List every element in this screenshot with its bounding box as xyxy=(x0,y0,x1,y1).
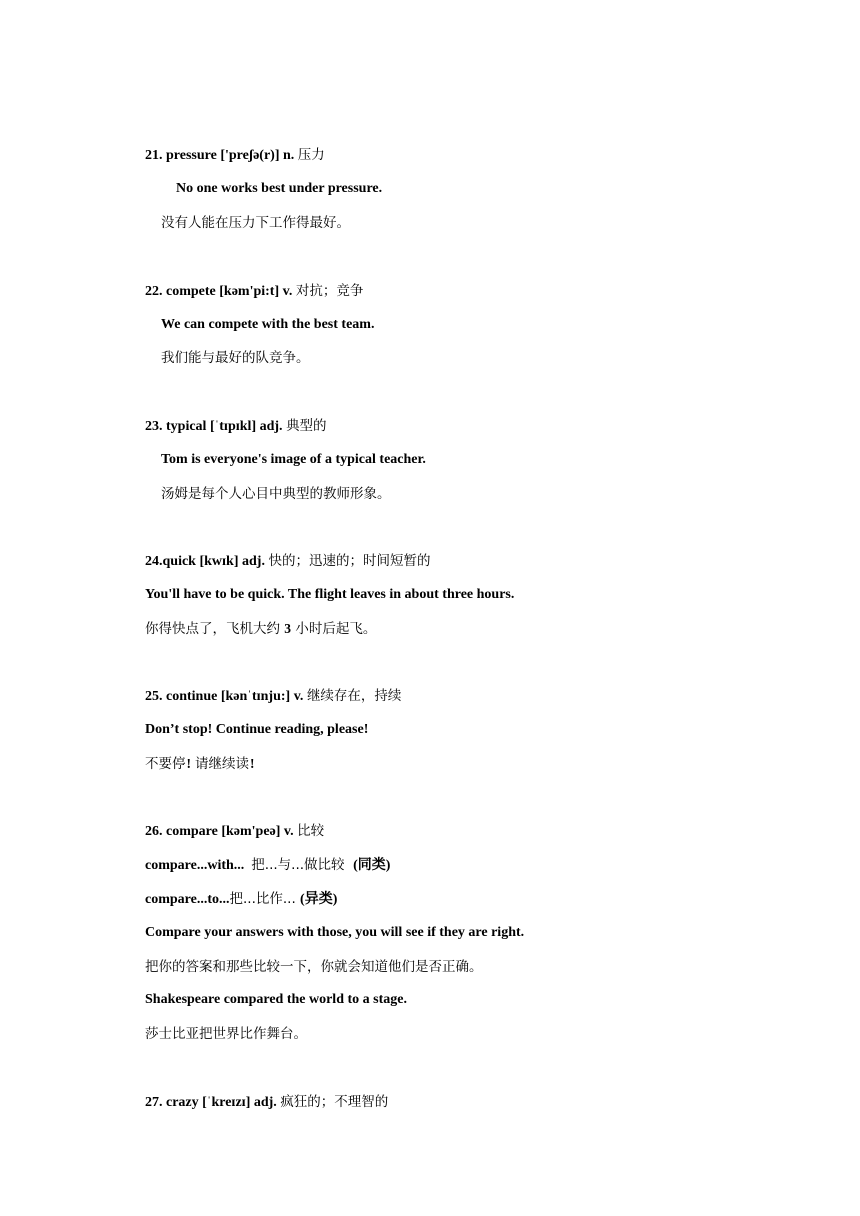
entry-24-headword xyxy=(145,552,430,571)
entry-23-example-en: Tom is everyone's image of a typical teacher. xyxy=(161,452,426,467)
headword-zh: 快的；迅速的；时间短暂的 xyxy=(268,553,431,569)
headword-en: 22. compete [kəm'pi:t] v. xyxy=(145,284,296,299)
headword-en: 27. crazy [ˈkreɪzɪ] adj. xyxy=(145,1095,281,1110)
entry-22-example-zh: 我们能与最好的队竞争。 xyxy=(161,350,310,366)
usage-zh: 把...比作... xyxy=(229,891,301,907)
usage-note: (同类) xyxy=(353,858,391,873)
entry-26-example1-zh: 把你的答案和那些比较一下，你就会知道他们是否正确。 xyxy=(145,959,483,975)
entry-25-example-zh xyxy=(145,755,255,773)
headword-zh: 对抗；竞争 xyxy=(295,283,364,299)
entry-26-headword xyxy=(145,822,324,841)
headword-en: 24.quick [kwɪk] adj. xyxy=(145,554,269,569)
example-zh-part: 你得快点了，飞机大约 xyxy=(145,621,285,637)
headword-en: 26. compare [kəm'peə] v. xyxy=(145,824,298,839)
entry-25-example-en: Don’t stop! Continue reading, please! xyxy=(145,722,369,737)
entry-23-headword xyxy=(145,417,327,436)
exclamation-mark: ! xyxy=(250,756,255,771)
headword-zh: 比较 xyxy=(297,823,325,839)
usage-note: (异类) xyxy=(300,892,338,907)
usage-zh: 把...与...做比较 xyxy=(251,857,354,873)
entry-26-usage-to xyxy=(145,890,337,909)
entry-27-headword xyxy=(145,1093,388,1112)
entry-25-headword xyxy=(145,687,401,706)
entry-26-usage-with xyxy=(145,856,390,875)
entry-21-example-zh: 没有人能在压力下工作得最好。 xyxy=(161,215,350,231)
example-zh-number: 3 xyxy=(284,621,292,636)
entry-22-headword xyxy=(145,282,363,301)
headword-zh: 压力 xyxy=(297,147,325,163)
example-zh-part: 不要停 xyxy=(145,756,186,772)
entry-26-example1-en: Compare your answers with those, you will see if they are right. xyxy=(145,925,525,940)
entry-22-example-en: We can compete with the best team. xyxy=(161,317,375,332)
example-zh-part: 小时后起飞。 xyxy=(291,621,377,637)
entry-24-example-en: You'll have to be quick. The flight leaves in about three hours. xyxy=(145,587,515,602)
usage-en: compare...to... xyxy=(145,892,230,907)
headword-zh: 继续存在，持续 xyxy=(306,688,402,704)
exclamation-mark: ! xyxy=(186,756,191,771)
entry-24-example-zh xyxy=(145,620,376,638)
entry-23-example-zh: 汤姆是每个人心目中典型的教师形象。 xyxy=(161,486,391,502)
headword-en: 25. continue [kənˈtɪnju:] v. xyxy=(145,689,307,704)
headword-zh: 疯狂的；不理智的 xyxy=(280,1094,389,1110)
headword-en: 21. pressure ['preʃə(r)] n. xyxy=(145,148,298,163)
example-zh-part: 请继续读 xyxy=(195,756,249,772)
headword-en: 23. typical [ˈtɪpɪkl] adj. xyxy=(145,419,287,434)
entry-26-example2-zh: 莎士比亚把世界比作舞台。 xyxy=(145,1026,307,1042)
entry-21-example-en: No one works best under pressure. xyxy=(176,181,383,196)
entry-21-headword xyxy=(145,146,325,165)
usage-en: compare...with... xyxy=(145,858,252,873)
headword-zh: 典型的 xyxy=(286,418,327,434)
entry-26-example2-en: Shakespeare compared the world to a stage. xyxy=(145,992,407,1007)
